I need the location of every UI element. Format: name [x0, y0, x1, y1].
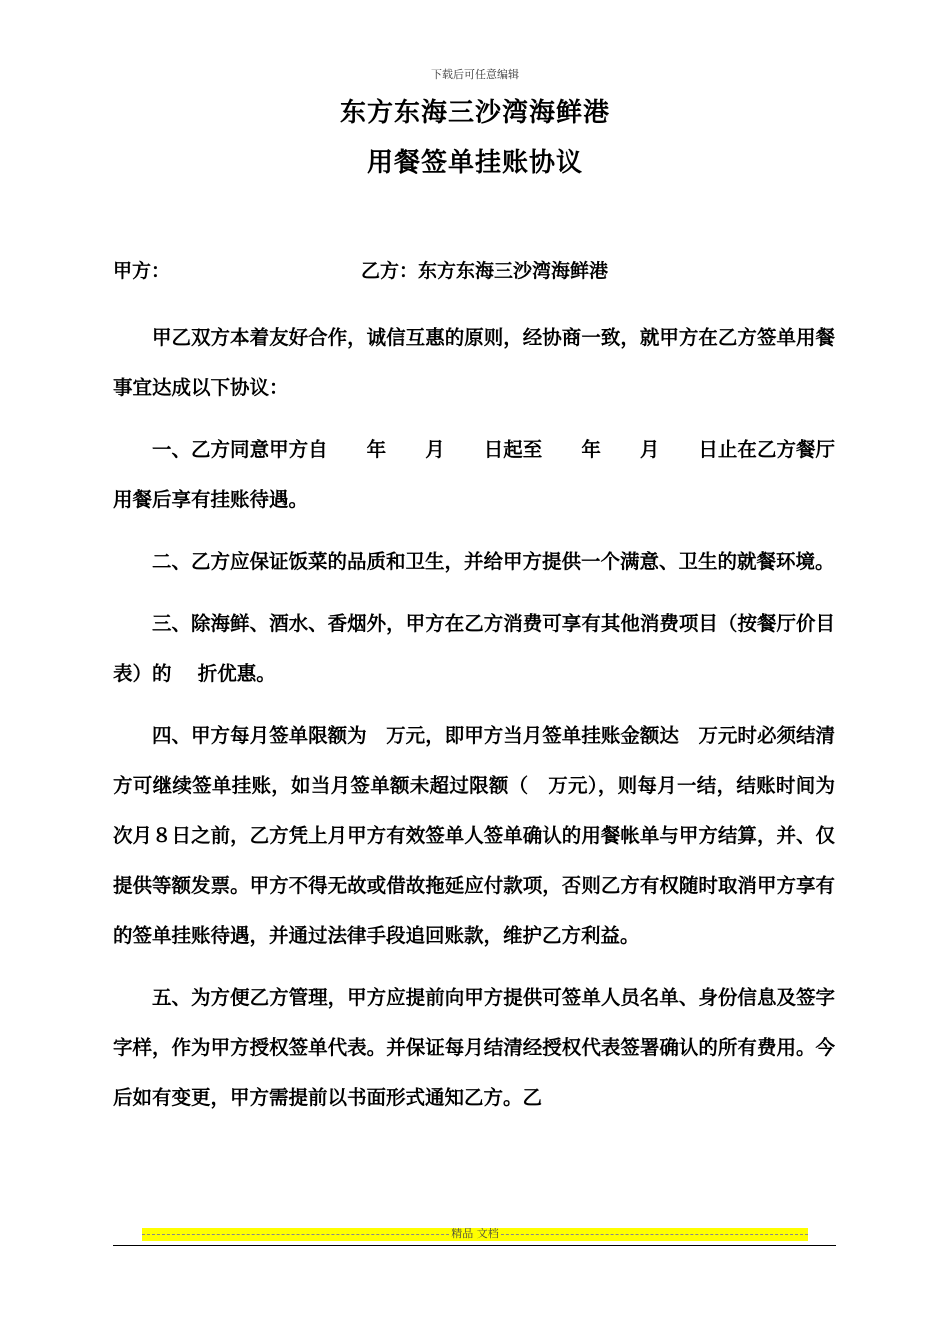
clause-4: 四、甲方每月签单限额为 万元，即甲方当月签单挂账金额达 万元时必须结清方可继续签单挂账，如当月签单额未超过限额（ 万元），则每月一结，结账时间为次月８日之前，乙方凭上月甲方有效签单人签单确认的用餐帐单与甲方结算，并、仅提供等额发票。甲方不得无故或借故拖延应付款项，否则乙方有权随时取消甲方享有的签单挂账待遇，并通过法律手段追回账款，维护乙方利益。	[113, 724, 835, 947]
clause-1: 一、乙方同意甲方自 年 月 日起至 年 月 日止在乙方餐厅用餐后享有挂账待遇。	[113, 438, 835, 511]
agreement-body	[113, 313, 835, 1135]
clause-5: 五、为方便乙方管理，甲方应提前向甲方提供可签单人员名单、身份信息及签字字样，作为甲方授权签单代表。并保证每月结清经授权代表签署确认的所有费用。今后如有变更，甲方需提前以书面形式通知乙方。乙	[113, 986, 835, 1109]
clause-2: 二、乙方应保证饭菜的品质和卫生，并给甲方提供一个满意、卫生的就餐环境。	[152, 550, 835, 573]
clause-3: 三、除海鲜、酒水、香烟外，甲方在乙方消费可享有其他消费项目（按餐厅价目表）的 折优惠。	[113, 612, 835, 685]
document-title-line2: 用餐签单挂账协议	[366, 148, 583, 178]
parties-row	[113, 256, 833, 286]
footer-divider	[113, 1245, 836, 1246]
document-title-line1: 东方东海三沙湾海鲜港	[339, 98, 610, 128]
header-note: 下载后可任意编辑	[431, 68, 519, 81]
footer-highlight-bar	[142, 1228, 808, 1241]
footer-text: 精品 文档	[451, 1228, 499, 1240]
intro-paragraph: 甲乙双方本着友好合作，诚信互惠的原则，经协商一致，就甲方在乙方签单用餐事宜达成以下协议：	[113, 326, 835, 399]
party-a-label: 甲方：	[113, 260, 171, 282]
party-b-label: 乙方：东方东海三沙湾海鲜港	[361, 260, 609, 282]
footer-label	[142, 1228, 808, 1240]
